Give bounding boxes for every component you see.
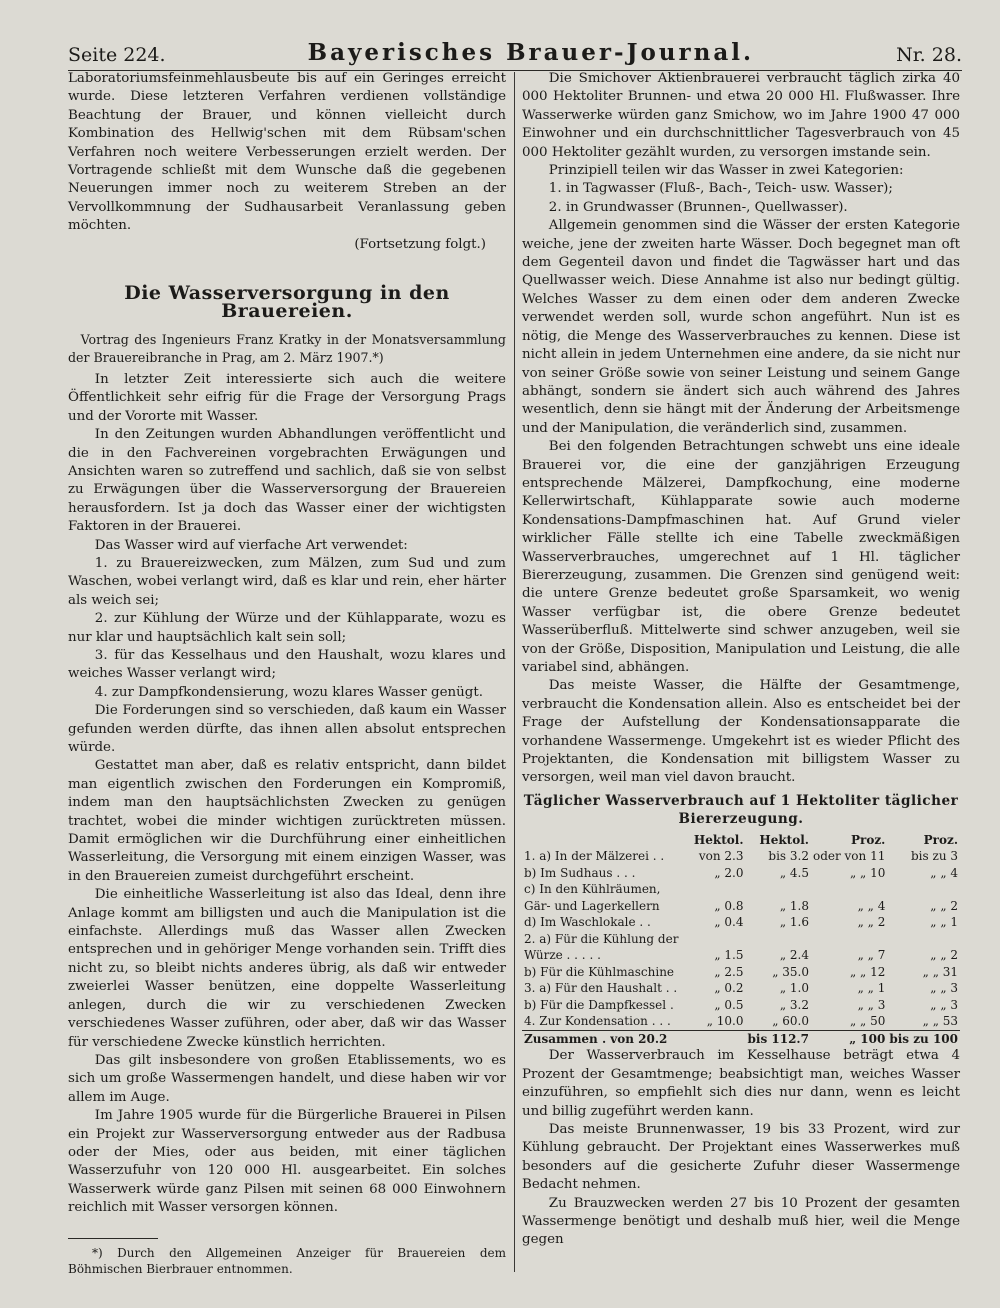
- table-cell: „ „ 12: [850, 964, 886, 979]
- paragraph: Die Forderungen sind so verschieden, daß kaum ein Wasser gefunden werden dürfte, das ihnen allen absolut entsprechen würde.: [68, 703, 506, 755]
- paragraph: Gestattet man aber, daß es relativ entspricht, dann bildet man eigentlich zwischen den Forderungen ein Kompromiß, indem man den hauptsächlichsten Zwecken zu genügen trachtet, wobei die minder wichtigen zurücktreten müssen. Damit ermöglichen wir die Durchführung einer einheitlichen Wasserleitung, die Versorgung mit einem einzigen Wasser, was in den Brauereien zumeist durchgeführt erscheint.: [68, 758, 506, 884]
- paragraph: Prinzipiell teilen wir das Wasser in zwei Kategorien:: [548, 163, 904, 179]
- table-cell: „ „ 31: [922, 964, 958, 979]
- table-cell: „ 100: [811, 1030, 887, 1047]
- list-item: 1. zu Brauereizwecken, zum Mälzen, zum Sud und zum Waschen, wobei verlangt wird, daß es klar und rein, eher härter als weich sei;: [68, 555, 506, 608]
- table-row: [522, 914, 960, 931]
- table-header-cell: Hektol.: [759, 832, 809, 847]
- paragraph: In den Zeitungen wurden Abhandlungen veröffentlicht und die in den Fachvereinen vorgebrachten Erwägungen und Ansichten waren so zutreffend und sachlich, daß sie von selbst zu Erwägungen über die Wasserversorgung der Brauereien herausfordern. Ist ja doch das Wasser einer der wichtigsten Faktoren in der Brauerei.: [68, 427, 506, 535]
- paragraph: Das meiste Wasser, die Hälfte der Gesamtmenge, verbraucht die Kondensation allein. Also es entscheidet bei der Frage der Aufstellung der Kondensationsapparate die vorhandene Wassermenge. Umgekehrt ist es wieder Pflicht des Projektanten, die Kondensation mit billigstem Wasser zu versorgen, weil man viel davon braucht.: [522, 678, 960, 786]
- table-row: [522, 980, 960, 997]
- table-cell-label: b) Für die Dampfkessel .: [524, 997, 674, 1012]
- table-cell: „ „ 50: [850, 1014, 886, 1029]
- table-header-cell: Hektol.: [693, 832, 744, 847]
- paragraph: Das gilt insbesondere von großen Etablissements, wo es sich um große Wassermengen handelt, und diese haben wir vor allem im Auge.: [68, 1052, 506, 1105]
- paragraph: Die einheitliche Wasserleitung ist also das Ideal, denn ihre Anlage kommt am billigsten und auch die Manipulation ist die einfachste. Allerdings muß das Wasser allen Zwecken entsprechen und in gehöriger Menge vorhanden sein. Trifft dies nicht zu, so bleibt nichts anderes übrig, als daß wir entweder zweierlei Wasser benützen, eine doppelte Wasserleitung anlegen, durch die wir zu verschiedenen Zwecken verschiedenes Wasser zuführen, oder aber, daß wir das Wasser für verschiedene Zwecke künstlich herrichten.: [68, 887, 506, 1050]
- paragraph: Das meiste Brunnenwasser, 19 bis 33 Prozent, wird zur Kühlung gebraucht. Der Projektant eines Wasserwerkes muß besonders auf die gesicherte Zufuhr dieser Wassermenge Bedacht nehmen.: [522, 1121, 960, 1193]
- table-row: [522, 997, 960, 1014]
- paragraph: Allgemein genommen sind die Wässer der ersten Kategorie weiche, jene der zweiten harte Wässer. Doch begegnet man oft dem Gegenteil davon und findet die Tagwässer hart und das Quellwasser weich. Diese Annahme ist also nur bedingt gültig. Welches Wasser zu dem einen oder dem anderen Zwecke verwendet werden soll, wurde schon angeführt. Nun ist es nötig, die Menge des Wasserverbrauches zu kennen. Diese ist nicht allein in jedem Unternehmen eine andere, da sie nicht nur von seiner Größe sowie von seiner Leistung und seinem Gange abhängt, sondern sie ändert sich auch während des Jahres wesentlich, denn sie hängt mit der Änderung der Arbeitsmenge und der Manipulation, die veränderlich sind, zusammen.: [522, 218, 960, 436]
- left-column: [68, 70, 506, 1277]
- table-cell: „ 10.0: [706, 1014, 744, 1029]
- water-usage-table: [522, 832, 960, 1048]
- table-cell: „ 4.5: [779, 865, 809, 880]
- table-cell: [692, 881, 746, 898]
- list-item: 4. zur Dampfkondensierung, wozu klares Wasser genügt.: [94, 684, 484, 700]
- paragraph: In letzter Zeit interessierte sich auch die weitere Öffentlichkeit sehr eifrig für die Frage der Versorgung Prags und der Vororte mit Wasser.: [68, 371, 506, 424]
- table-cell-label: b) Für die Kühlmaschine: [524, 964, 675, 979]
- list-item: 2. zur Kühlung der Würze und der Kühlapparate, wozu es nur klar und hauptsächlich kalt sein soll;: [68, 611, 506, 645]
- table-row: [522, 898, 960, 915]
- paragraph: Zu Brauzwecken werden 27 bis 10 Prozent der gesamten Wassermenge benötigt und deshalb muß hier, weil die Menge gegen: [522, 1195, 960, 1248]
- journal-title: Bayerisches Brauer-Journal.: [307, 39, 754, 66]
- list-item: 1. in Tagwasser (Fluß-, Bach-, Teich- usw. Wasser);: [548, 181, 893, 197]
- table-cell-label: 4. Zur Kondensation . . .: [524, 1014, 671, 1029]
- table-title: Täglicher Wasserverbrauch auf 1 Hektoliter täglicher Biererzeugung.: [523, 792, 959, 827]
- continuation-note: (Fortsetzung folgt.): [354, 236, 486, 252]
- column-divider: [514, 72, 515, 1272]
- right-column: [522, 70, 960, 1250]
- issue-number: Nr. 28.: [896, 44, 962, 66]
- table-total-row: [522, 1030, 960, 1047]
- paragraph: Die Smichover Aktienbrauerei verbraucht täglich zirka 40 000 Hektoliter Brunnen- und etwa 20 000 Hl. Flußwasser. Ihre Wasserwerke würden ganz Smichow, wo im Jahre 1900 47 000 Einwohner und ein durchschnittlicher Tagesverbrauch von 45 000 Hektoliter gezählt wurden, zu versorgen imstande sein.: [522, 71, 960, 160]
- table-cell: [887, 931, 960, 948]
- table-cell: „ „ 1: [857, 981, 886, 996]
- table-cell: „ 2.0: [714, 865, 744, 880]
- table-cell-label: c) In den Kühlräumen,: [524, 882, 661, 897]
- table-row: [522, 848, 960, 865]
- table-row: [522, 964, 960, 981]
- table-cell: „ 1.6: [779, 915, 809, 930]
- table-cell-label: 2. a) Für die Kühlung der: [524, 931, 679, 946]
- table-cell: oder von 11: [812, 849, 886, 864]
- paragraph: Das Wasser wird auf vierfache Art verwendet:: [94, 537, 408, 553]
- table-cell: [746, 881, 811, 898]
- table-cell-label: 1. a) In der Mälzerei . .: [524, 849, 665, 864]
- table-header-cell: Proz.: [851, 832, 886, 847]
- table-row: [522, 881, 960, 898]
- paragraph: Im Jahre 1905 wurde für die Bürgerliche Brauerei in Pilsen ein Projekt zur Wasserversorgung entweder aus der Radbusa oder der Mies, oder aus beiden, mit einer täglichen Wasserzufuhr von 120 000 Hl. ausgearbeitet. Ein solches Wasserwerk würde ganz Pilsen mit seinen 68 000 Einwohnern reichlich mit Wasser versorgen können.: [68, 1108, 506, 1216]
- article-title: Die Wasserversorgung in den Brauereien.: [124, 282, 450, 323]
- table-cell: „ „ 10: [850, 865, 886, 880]
- table-cell: [811, 931, 887, 948]
- table-cell: „ 2.5: [714, 964, 744, 979]
- table-cell: „ „ 3: [930, 981, 958, 996]
- table-cell-label: Gär- und Lagerkellern: [524, 898, 660, 913]
- page-header: [68, 30, 962, 71]
- table-cell: bis zu 100: [889, 1031, 958, 1046]
- table-cell: [887, 881, 960, 898]
- table-cell: „ 1.8: [779, 898, 809, 913]
- table-cell-label: Würze . . . . .: [524, 948, 601, 963]
- paragraph: Bei den folgenden Betrachtungen schwebt uns eine ideale Brauerei vor, die eine der ganzjährigen Erzeugung entsprechende Mälzerei, Dampfkochung, eine moderne Kellerwirtschaft, Kühlapparate sowie auch moderne Kondensations-Dampfmaschinen hat. Auf Grund vieler wirklicher Fälle stellte ich eine Tabelle zweckmäßigen Wasserverbrauches, umgerechnet auf 1 Hl. täglicher Biererzeugung, zusammen. Die Grenzen sind genügend weit: die untere Grenze bedeutet große Sparsamkeit, wo wenig Wasser verfügbar ist, die obere Grenze bedeutet Wasserüberfluß. Mittelwerte sind schwer anzugeben, weil sie von der Größe, Disposition, Manipulation und Leistung, die alle variabel sind, abhängen.: [522, 439, 960, 675]
- table-cell: „ „ 2: [930, 898, 958, 913]
- table-header-row: [522, 832, 960, 849]
- table-cell-label: 3. a) Für den Haushalt . .: [524, 981, 678, 996]
- continued-paragraph: Laboratoriumsfeinmehlausbeute bis auf ein Geringes erreicht wurde. Diese letzteren Verfahren verdienen vollständige Beachtung der Brauer, und können vielleicht durch Kombination des Hellwig'schen mit dem Rübsam'schen Verfahren noch weitere Verbesserungen erzielt werden. Der Vortragende schließt mit dem Wunsche daß die gegebenen Neuerungen immer noch zu weiterem Streben an der Vervollkommnung der Sudhausarbeit Veranlassung geben möchten.: [68, 71, 506, 234]
- table-cell: „ 2.4: [779, 948, 809, 963]
- table-cell: „ 60.0: [772, 1014, 809, 1029]
- table-row: [522, 865, 960, 882]
- footnote: *) Durch den Allgemeinen Anzeiger für Brauereien dem Böhmischen Bierbrauer entnommen.: [68, 1245, 506, 1276]
- lecture-note: Vortrag des Ingenieurs Franz Kratky in der Monatsversammlung der Brauereibranche in Prag, am 2. März 1907.*): [68, 331, 506, 365]
- table-cell: „ 3.2: [779, 997, 809, 1012]
- table-cell: „ „ 2: [930, 948, 958, 963]
- page-number: Seite 224.: [68, 44, 166, 66]
- table-cell: „ „ 4: [857, 898, 886, 913]
- table-cell: „ „ 53: [922, 1014, 958, 1029]
- table-cell: „ 35.0: [772, 964, 809, 979]
- table-cell: „ 0.4: [714, 915, 744, 930]
- list-item: 2. in Grundwasser (Brunnen-, Quellwasser).: [548, 199, 848, 215]
- table-cell: „ 1.0: [779, 981, 809, 996]
- table-cell: bis 112.7: [747, 1031, 809, 1046]
- paragraph: Der Wasserverbrauch im Kesselhause beträgt etwa 4 Prozent der Gesamtmenge; beabsichtigt man, weiches Wasser einzuführen, so empfiehlt sich dies nur dann, wenn es leicht und billig zugeführt werden kann.: [522, 1048, 960, 1119]
- table-cell: „ 0.8: [714, 898, 744, 913]
- table-cell-label: b) Im Sudhaus . . .: [524, 865, 636, 880]
- table-cell: [692, 931, 746, 948]
- table-cell: „ 0.2: [714, 981, 744, 996]
- table-cell: [746, 931, 811, 948]
- table-header-cell: Proz.: [923, 832, 958, 847]
- table-cell-label: Zusammen . von 20.2: [522, 1030, 692, 1047]
- table-cell: von 2.3: [698, 849, 744, 864]
- table-row: [522, 1013, 960, 1030]
- table-cell: „ „ 3: [930, 997, 958, 1012]
- list-item: 3. für das Kesselhaus und den Haushalt, wozu klares und weiches Wasser verlangt wird;: [68, 647, 506, 682]
- table-cell: „ 1.5: [714, 948, 744, 963]
- table-cell: „ „ 3: [857, 997, 886, 1012]
- table-cell: bis 3.2: [768, 849, 809, 864]
- table-row: [522, 947, 960, 964]
- table-cell: „ 0.5: [714, 997, 744, 1012]
- table-cell: „ „ 1: [930, 915, 958, 930]
- table-row: [522, 931, 960, 948]
- table-cell: „ „ 4: [930, 865, 958, 880]
- table-cell: [811, 881, 887, 898]
- table-cell: „ „ 7: [857, 948, 886, 963]
- footnote-divider: [68, 1238, 158, 1239]
- table-cell: „ „ 2: [857, 915, 886, 930]
- table-cell: bis zu 3: [911, 849, 958, 864]
- table-cell-label: d) Im Waschlokale . .: [524, 915, 651, 930]
